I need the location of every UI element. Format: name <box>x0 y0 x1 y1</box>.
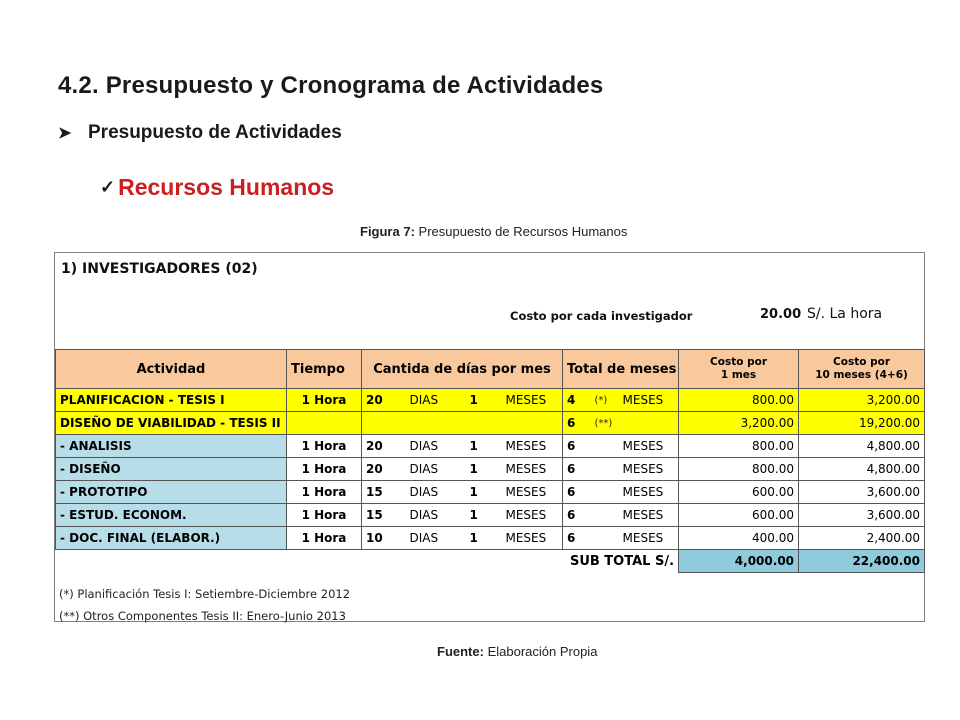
row-total-meses: 6 <box>563 458 591 481</box>
cost-label: Costo por cada investigador <box>510 309 693 323</box>
row-costo-10-meses: 4,800.00 <box>799 435 925 458</box>
row-tiempo: 1 Hora <box>287 435 362 458</box>
table-row <box>56 435 925 458</box>
section-title <box>100 174 334 201</box>
cost-unit: S/. La hora <box>807 306 883 322</box>
row-mes-unit: MESES <box>502 435 563 458</box>
row-mes: 1 <box>466 527 502 550</box>
row-note <box>591 481 619 504</box>
figure-text: Presupuesto de Recursos Humanos <box>418 224 628 239</box>
row-dias-unit: DIAS <box>406 481 466 504</box>
table-row <box>56 481 925 504</box>
subtotal-row <box>56 550 925 573</box>
header-dias: Cantida de días por mes <box>362 350 563 389</box>
row-dias-unit: DIAS <box>406 458 466 481</box>
row-dias: 20 <box>362 458 406 481</box>
row-total-meses-unit: MESES <box>619 389 679 412</box>
row-actividad: - DOC. FINAL (ELABOR.) <box>56 527 287 550</box>
budget-table-figure <box>54 252 925 622</box>
row-costo-10-meses: 3,600.00 <box>799 481 925 504</box>
header-actividad: Actividad <box>56 350 287 389</box>
row-actividad: - ESTUD. ECONOM. <box>56 504 287 527</box>
subtotal-1-mes: 4,000.00 <box>679 550 799 573</box>
row-dias: 15 <box>362 481 406 504</box>
row-mes-unit: MESES <box>502 527 563 550</box>
row-dias-unit <box>406 412 466 435</box>
investigators-label: 1) INVESTIGADORES (02) <box>61 261 258 277</box>
subheading-text: Presupuesto de Actividades <box>88 122 342 143</box>
row-note: (*) <box>591 389 619 412</box>
header-costo-10-meses-line1: Costo por <box>833 355 890 368</box>
header-costo-10-meses <box>799 350 925 389</box>
row-mes: 1 <box>466 435 502 458</box>
table-notes <box>59 583 350 627</box>
budget-table <box>55 349 925 573</box>
row-costo-10-meses: 4,800.00 <box>799 458 925 481</box>
row-total-meses-unit: MESES <box>619 527 679 550</box>
row-note <box>591 435 619 458</box>
row-costo-1-mes: 600.00 <box>679 504 799 527</box>
subtotal-label: SUB TOTAL S/. <box>569 553 675 569</box>
subheading <box>58 122 342 144</box>
row-dias: 15 <box>362 504 406 527</box>
header-costo-10-meses-line2: 10 meses (4+6) <box>815 369 908 381</box>
row-mes-unit: MESES <box>502 481 563 504</box>
row-dias-unit: DIAS <box>406 504 466 527</box>
header-costo-1-mes <box>679 350 799 389</box>
arrow-bullet-icon: ➤ <box>58 125 72 142</box>
table-header-row <box>56 350 925 389</box>
source-caption <box>437 644 597 659</box>
row-mes: 1 <box>466 504 502 527</box>
row-actividad: - DISEÑO <box>56 458 287 481</box>
row-tiempo: 1 Hora <box>287 458 362 481</box>
checkmark-icon: ✓ <box>100 177 116 197</box>
header-costo-1-mes-line1: Costo por <box>710 355 767 368</box>
row-costo-1-mes: 3,200.00 <box>679 412 799 435</box>
row-dias: 20 <box>362 435 406 458</box>
row-tiempo <box>287 412 362 435</box>
row-costo-1-mes: 600.00 <box>679 481 799 504</box>
row-costo-10-meses: 19,200.00 <box>799 412 925 435</box>
row-mes: 1 <box>466 458 502 481</box>
row-total-meses-unit: MESES <box>619 504 679 527</box>
table-row <box>56 504 925 527</box>
row-total-meses: 6 <box>563 504 591 527</box>
source-label: Fuente: <box>437 644 484 659</box>
row-costo-1-mes: 800.00 <box>679 389 799 412</box>
row-dias <box>362 412 406 435</box>
row-total-meses-unit <box>619 412 679 435</box>
row-tiempo: 1 Hora <box>287 504 362 527</box>
row-total-meses: 6 <box>563 412 591 435</box>
row-total-meses: 6 <box>563 481 591 504</box>
section-title-text: Recursos Humanos <box>118 174 335 200</box>
row-costo-10-meses: 2,400.00 <box>799 527 925 550</box>
heading: 4.2. Presupuesto y Cronograma de Actividades <box>58 72 604 99</box>
note-1: (*) Planificación Tesis I: Setiembre-Diciembre 2012 <box>59 587 351 601</box>
row-tiempo: 1 Hora <box>287 389 362 412</box>
row-costo-1-mes: 800.00 <box>679 458 799 481</box>
row-actividad: DISEÑO DE VIABILIDAD - TESIS II <box>56 412 287 435</box>
row-total-meses: 4 <box>563 389 591 412</box>
row-tiempo: 1 Hora <box>287 481 362 504</box>
row-total-meses-unit: MESES <box>619 435 679 458</box>
note-2: (**) Otros Componentes Tesis II: Enero-Junio 2013 <box>59 609 346 623</box>
row-total-meses: 6 <box>563 435 591 458</box>
row-mes: 1 <box>466 389 502 412</box>
row-dias-unit: DIAS <box>406 389 466 412</box>
header-meses: Total de meses <box>563 350 679 389</box>
row-mes: 1 <box>466 481 502 504</box>
row-mes-unit: MESES <box>502 458 563 481</box>
row-mes <box>466 412 502 435</box>
table-row <box>56 389 925 412</box>
row-total-meses-unit: MESES <box>619 458 679 481</box>
row-note: (**) <box>591 412 619 435</box>
table-body <box>56 389 925 550</box>
row-mes-unit <box>502 412 563 435</box>
row-total-meses-unit: MESES <box>619 481 679 504</box>
row-note <box>591 458 619 481</box>
table-row <box>56 458 925 481</box>
row-costo-1-mes: 800.00 <box>679 435 799 458</box>
figure-caption <box>360 224 627 239</box>
subtotal-10-meses: 22,400.00 <box>799 550 925 573</box>
row-costo-10-meses: 3,200.00 <box>799 389 925 412</box>
row-mes-unit: MESES <box>502 389 563 412</box>
cost-value: 20.00 <box>760 307 802 322</box>
row-note <box>591 527 619 550</box>
row-actividad: - PROTOTIPO <box>56 481 287 504</box>
row-note <box>591 504 619 527</box>
header-tiempo: Tiempo <box>287 350 362 389</box>
row-total-meses: 6 <box>563 527 591 550</box>
row-dias: 10 <box>362 527 406 550</box>
row-costo-10-meses: 3,600.00 <box>799 504 925 527</box>
row-costo-1-mes: 400.00 <box>679 527 799 550</box>
row-tiempo: 1 Hora <box>287 527 362 550</box>
table-row <box>56 412 925 435</box>
row-dias-unit: DIAS <box>406 527 466 550</box>
row-mes-unit: MESES <box>502 504 563 527</box>
row-dias-unit: DIAS <box>406 435 466 458</box>
row-actividad: PLANIFICACION - TESIS I <box>56 389 287 412</box>
row-actividad: - ANALISIS <box>56 435 287 458</box>
source-text: Elaboración Propia <box>487 644 598 659</box>
header-costo-1-mes-line2: 1 mes <box>720 369 757 381</box>
figure-label: Figura 7: <box>360 224 415 239</box>
table-row <box>56 527 925 550</box>
row-dias: 20 <box>362 389 406 412</box>
